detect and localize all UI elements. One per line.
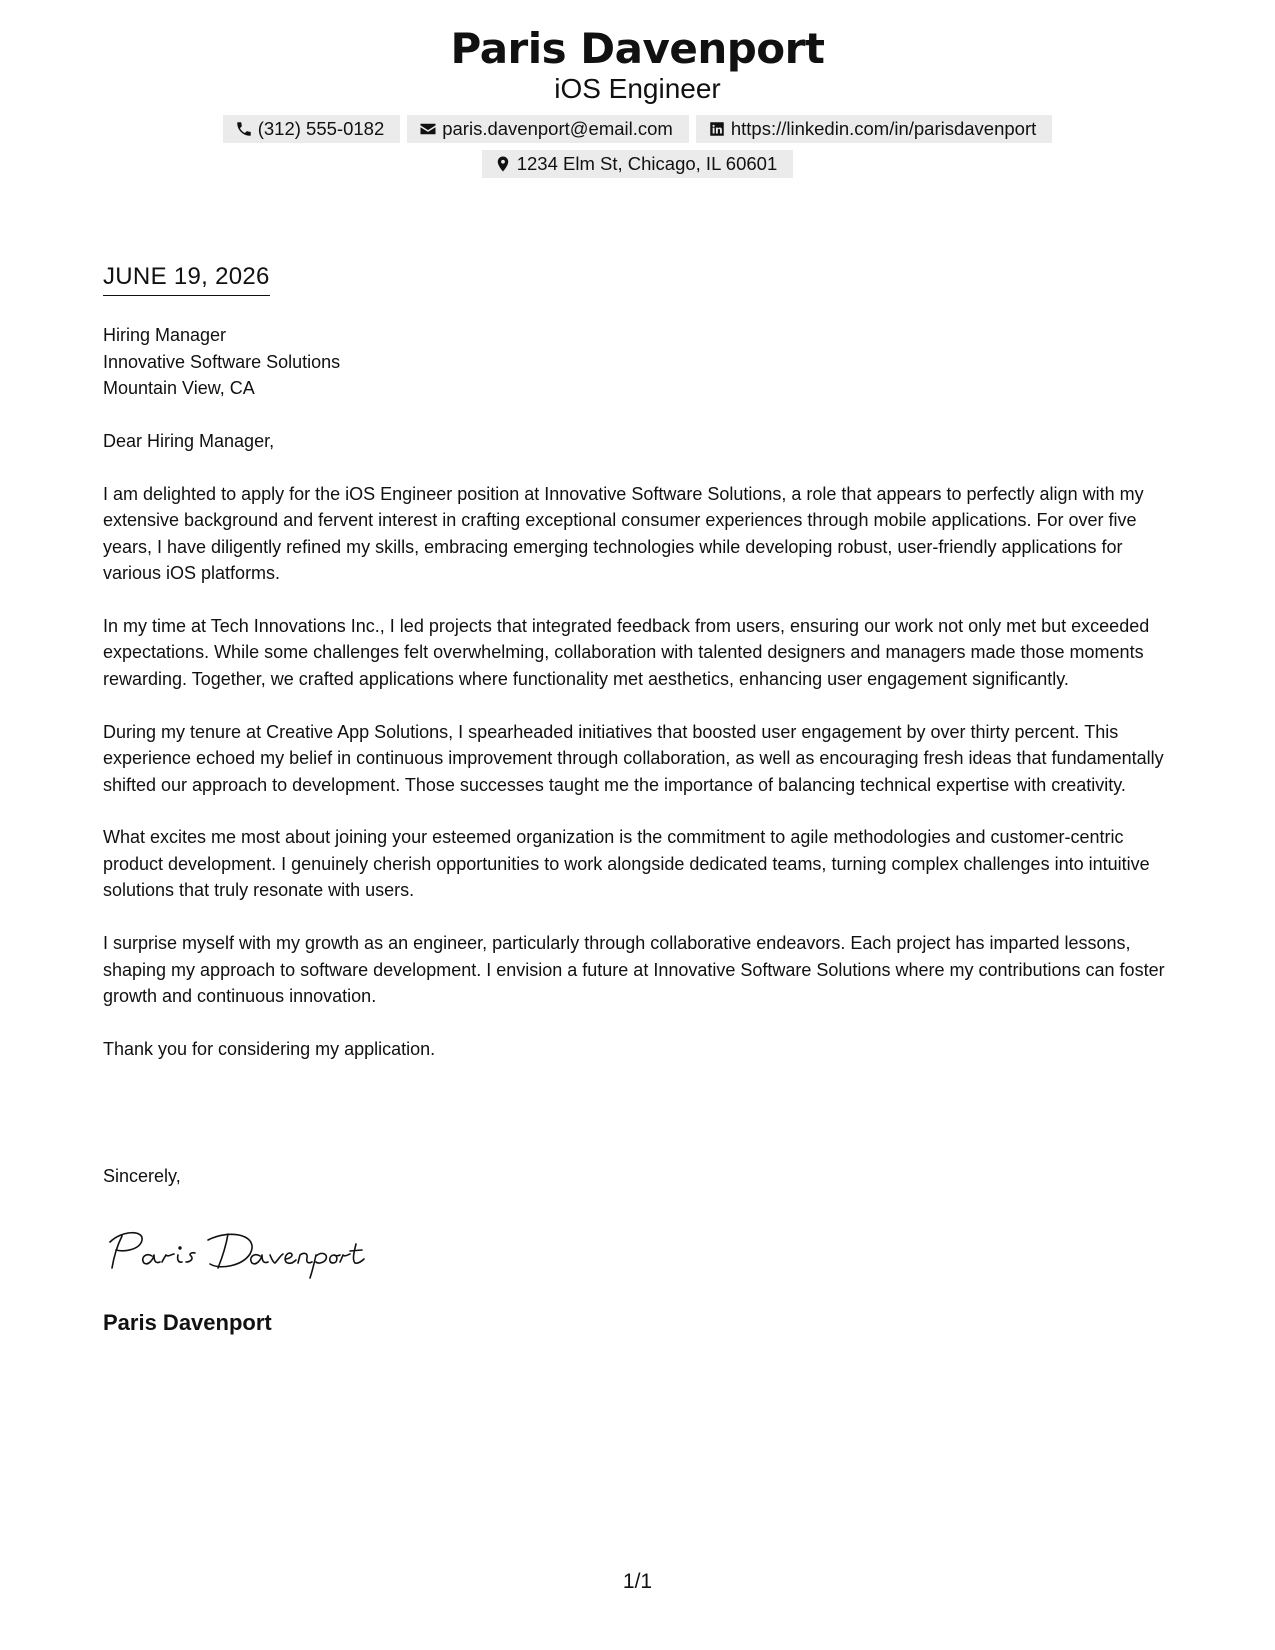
recipient-title: Hiring Manager [103, 325, 227, 345]
map-pin-icon [494, 155, 512, 173]
handwritten-signature [100, 1222, 370, 1282]
closing: Sincerely, [103, 1166, 181, 1186]
body-paragraph: I surprise myself with my growth as an engineer, particularly through collaborative endeavors. Each project has imparted lessons, shaping my approach to software development. I envision a future at Innovative Software Solutions where my contributions can foster growth and continuous innovation. [103, 933, 1165, 1007]
body-paragraph: During my tenure at Creative App Solutions, I spearheaded initiatives that boosted user engagement by over thirty percent. This experience echoed my belief in continuous improvement through collaboration, as well as encouraging fresh ideas that fundamentally shifted our approach to development. Those successes taught me the importance of balancing technical expertise with creativity. [103, 721, 1164, 795]
body-paragraph: In my time at Tech Innovations Inc., I led projects that integrated feedback from users, ensuring our work not only met but exceeded expectations. While some challenges felt overwhelming, collaboration with talented designers and managers made those moments rewarding. Together, we crafted applications where functionality met aesthetics, enhancing user engagement significantly. [103, 615, 1150, 689]
applicant-name: Paris Davenport [450, 24, 825, 73]
page-number: 1/1 [622, 1570, 653, 1593]
recipient-block [103, 322, 340, 402]
address-contact [482, 150, 794, 178]
linkedin-contact[interactable] [696, 115, 1052, 143]
contact-row-secondary [0, 150, 1275, 178]
contact-row-primary [0, 115, 1275, 143]
letter-body [103, 428, 1173, 1089]
applicant-role: iOS Engineer [554, 73, 721, 104]
letter-date: JUNE 19, 2026 [103, 262, 270, 296]
linkedin-text: https://linkedin.com/in/parisdavenport [730, 118, 1037, 139]
phone-text: (312) 555-0182 [257, 118, 385, 139]
phone-icon [235, 120, 253, 138]
linkedin-icon [708, 120, 726, 138]
body-paragraph: Thank you for considering my application. [103, 1038, 436, 1059]
email-contact[interactable] [407, 115, 689, 143]
recipient-location: Mountain View, CA [103, 378, 255, 398]
body-paragraph: I am delighted to apply for the iOS Engineer position at Innovative Software Solutions, a role that appears to perfectly align with my extensive background and fervent interest in crafting exceptional consumer experiences through mobile applications. For over five years, I have diligently refined my skills, embracing emerging technologies while developing robust, user-friendly applications for various iOS platforms. [103, 483, 1144, 583]
envelope-icon [419, 120, 437, 138]
letter-header [0, 22, 1275, 178]
recipient-company: Innovative Software Solutions [103, 351, 341, 372]
body-paragraph: What excites me most about joining your esteemed organization is the commitment to agile methodologies and customer-centric product development. I genuinely cherish opportunities to work alongside dedicated teams, turning complex challenges into intuitive solutions that truly resonate with users. [103, 827, 1150, 901]
email-text: paris.davenport@email.com [442, 118, 673, 139]
phone-contact [223, 115, 401, 143]
salutation: Dear Hiring Manager, [103, 431, 275, 451]
signer-name: Paris Davenport [103, 1310, 272, 1335]
address-text: 1234 Elm St, Chicago, IL 60601 [516, 153, 778, 174]
